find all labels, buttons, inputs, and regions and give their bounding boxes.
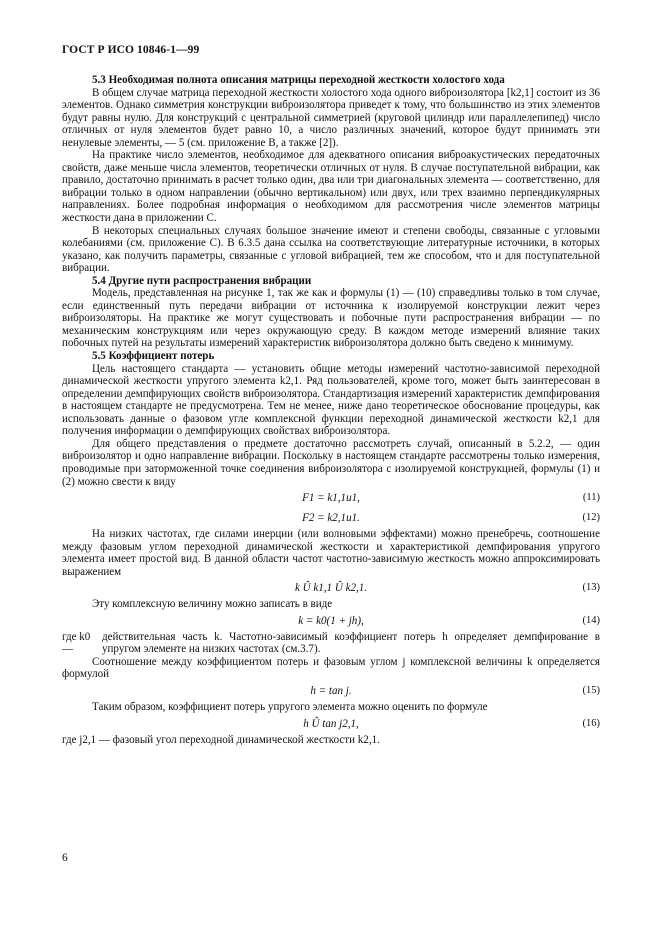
section-5-3-paragraph-1: В общем случае матрица переходной жесткости холостого хода одного виброизолятора [k2,1] состоит из 36 элементов. Однако симметрия конструкции виброизолятора приведет к тому, что большинство из этих элементов будут равны нулю. Для конструкций с центральной симметрией (круговой цилиндр или параллелепипед) число отличных от нуля элементов будет равно 10, а число различных значений, которое будут принимать эти ненулевые элементы, — 5 (см. приложение В, а также [2]). — [62, 86, 600, 149]
formula-15-number: (15) — [582, 684, 600, 696]
formula-15 — [62, 681, 600, 701]
section-5-3-paragraph-2: На практике число элементов, необходимое для адекватного описания виброакустических передаточных свойств, даже меньше числа элементов, теоретически отличных от нуля. В случае поступательной вибрации, как правило, достаточно принимать в расчет только один, два или три диагональных элемента — соответственно, для вибрации только в одном направлении (обычно вертикальном) или двух, или трех взаимно перпендикулярных направлениях. Более подробная информация о необходимом для рассмотрения числе элементов матрицы жесткости дана в приложении С. — [62, 149, 600, 225]
formula-16-number: (16) — [582, 717, 600, 729]
section-5-5-paragraph-3: На низких частотах, где силами инерции (или волновыми эффектами) можно пренебречь, соотношение между фазовым углом переходной динамической жесткости и характеристикой демпфирования упругого элемента имеет простой вид. В данной области частот частотно-зависимую жесткость можно аппроксимировать выражением — [62, 528, 600, 578]
formula-16-expression: h Û tan j2,1, — [303, 717, 359, 730]
formula-14-number: (14) — [582, 614, 600, 626]
formula-11-expression: F1 = k1,1u1, — [302, 492, 360, 505]
formula-13-expression: k Û k1,1 Û k2,1. — [294, 582, 368, 595]
formula-14 — [62, 611, 600, 631]
formula-13 — [62, 578, 600, 598]
section-5-4-heading: 5.4 Другие пути распространения вибрации — [92, 274, 312, 287]
formula-11 — [62, 488, 600, 508]
formula-11-number: (11) — [582, 492, 600, 504]
section-5-3-paragraph-3: В некоторых специальных случаях большое значение имеют и степени свободы, связанные с угловыми колебаниями (см. приложение С). В 6.3.5 дана ссылка на соответствующие литературные источники, в которых указано, как получить параметры, связанные с угловой вибрацией, тем же способом, что и для поступательной вибрации. — [62, 224, 600, 275]
where-clause-phase-angle: где j2,1 — фазовый угол переходной динамической жесткости k2,1. — [62, 733, 380, 746]
page-body — [62, 74, 600, 746]
section-5-5-paragraph-6: Таким образом, коэффициент потерь упругого элемента можно оценить по формуле — [92, 700, 488, 713]
formula-14-expression: k = k0(1 + jh), — [298, 614, 364, 627]
section-5-3-heading: 5.3 Необходимая полнота описания матрицы переходной жесткости холостого хода — [92, 74, 505, 86]
page-number: 6 — [62, 852, 68, 864]
running-header: ГОСТ Р ИСО 10846-1—99 — [62, 44, 200, 56]
formula-12-expression: F2 = k2,1u1. — [302, 512, 360, 525]
section-5-4-paragraph-1: Модель, представленная на рисунке 1, так же как и формулы (1) — (10) справедливы только в том случае, если единственный путь передачи вибрации от источника к изолируемой конструкции лежит через виброизоляторы. На практике же могут существовать и побочные пути распространения вибрации — по механическим конструкциям или через окружающую среду. В каждом методе измерений влияние таких побочных путей на результаты измерений характеристик виброизолятора должно быть сведено к минимуму. — [62, 287, 600, 350]
section-5-5-paragraph-1: Цель настоящего стандарта — установить общие методы измерений частотно-зависимой переходной динамической жесткости упругого элемента k2,1. Ряд пользователей, кроме того, может быть заинтересован в определении демпфирующих свойств виброизолятора. Стандартизация измерений характеристик демпфирования в настоящем стандарте не предусмотрена. Тем не менее, ниже дано теоретическое обоснование процедуры, как использовать данные о фазовом угле комплексной функции переходной динамической жесткости k2,1 для получения информации о демпфирующих свойствах виброизолятора. — [62, 362, 600, 438]
formula-12-number: (12) — [582, 512, 600, 524]
where-clause-k0 — [62, 631, 600, 656]
section-5-5-paragraph-2: Для общего представления о предмете достаточно рассмотреть случай, описанный в 5.2.2, — один виброизолятор и одно направление вибрации. Поскольку в настоящем стандарте рассмотрены только измерения, проводимые при заторможенной точке соединения виброизолятора с изолируемой конструкцией, формулы (1) и (2) можно свести к виду — [62, 437, 600, 488]
where-clause-k0-definition: действительная часть k. Частотно-зависимый коэффициент потерь h определяет демпфирование в упругом элементе на низких частотах (см.3.7). — [102, 630, 600, 656]
section-5-5-paragraph-5: Соотношение между коэффициентом потерь и фазовым углом j комплексной величины k определяется формулой — [62, 655, 600, 681]
formula-16 — [62, 714, 600, 734]
section-5-5-paragraph-4: Эту комплексную величину можно записать в виде — [92, 598, 333, 611]
formula-13-number: (13) — [582, 582, 600, 594]
where-clause-k0-symbol: где k0 — — [62, 630, 91, 656]
formula-15-expression: h = tan j. — [310, 684, 352, 697]
section-5-5-heading: 5.5 Коэффициент потерь — [92, 350, 215, 363]
formula-12 — [62, 508, 600, 528]
